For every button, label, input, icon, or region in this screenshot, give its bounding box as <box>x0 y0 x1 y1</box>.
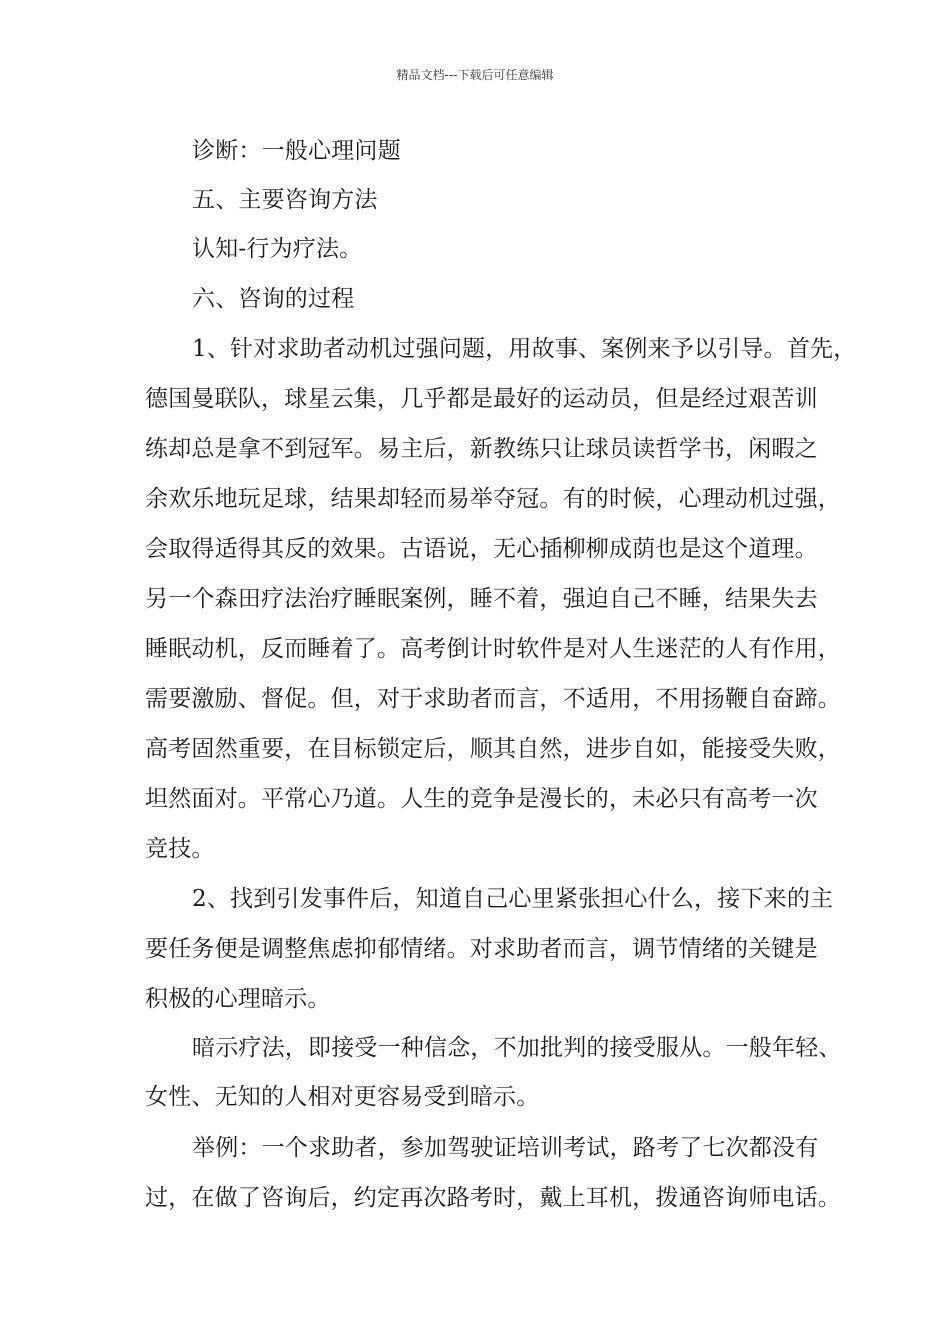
paragraph-1-line: 竞技。 <box>145 836 215 862</box>
paragraph-2-line: 2、找到引发事件后，知道自己心里紧张担心什么，接下来的主 <box>192 886 834 912</box>
paragraph-2-line: 要任务便是调整焦虑抑郁情绪。对求助者而言，调节情绪的关键是 <box>145 936 818 962</box>
paragraph-1-line: 练却总是拿不到冠军。易主后，新教练只让球员读哲学书，闲暇之 <box>145 436 818 462</box>
paragraph-4-line: 过，在做了咨询后，约定再次路考时，戴上耳机，拨通咨询师电话。 <box>145 1185 841 1211</box>
paragraph-3-line: 暗示疗法，即接受一种信念，不加批判的接受服从。一般年轻、 <box>192 1035 842 1061</box>
page-header: 精品文档---下载后可任意编辑 <box>396 68 554 82</box>
paragraph-1-line: 睡眠动机，反而睡着了。高考倒计时软件是对人生迷茫的人有作用， <box>145 636 841 662</box>
paragraph-1-line: 1、针对求助者动机过强问题，用故事、案例来予以引导。首先， <box>192 336 857 362</box>
paragraph-2-line: 积极的心理暗示。 <box>145 986 331 1012</box>
paragraph-1-line: 需要激励、督促。但，对于求助者而言，不适用，不用扬鞭自奋蹄。 <box>145 686 841 712</box>
paragraph-1-line: 高考固然重要，在目标锁定后，顺其自然，进步自如，能接受失败， <box>145 736 841 762</box>
paragraph-1-line: 德国曼联队，球星云集，几乎都是最好的运动员，但是经过艰苦训 <box>145 386 818 412</box>
paragraph-1-line: 余欢乐地玩足球，结果却轻而易举夺冠。有的时候，心理动机过强， <box>145 486 841 512</box>
section-heading-6: 六、咨询的过程 <box>192 286 355 312</box>
paragraph-4-line: 举例：一个求助者，参加驾驶证培训考试，路考了七次都没有 <box>192 1135 819 1161</box>
paragraph-3-line: 女性、无知的人相对更容易受到暗示。 <box>145 1084 540 1110</box>
diagnosis-line: 诊断：一般心理问题 <box>192 138 401 164</box>
section-heading-5: 五、主要咨询方法 <box>192 187 378 213</box>
paragraph-1-line: 另一个森田疗法治疗睡眠案例，睡不着，强迫自己不睡，结果失去 <box>145 586 818 612</box>
paragraph-1-line: 会取得适得其反的效果。古语说，无心插柳柳成荫也是这个道理。 <box>145 536 818 562</box>
method-line: 认知-行为疗法。 <box>192 236 363 262</box>
paragraph-1-line: 坦然面对。平常心乃道。人生的竞争是漫长的，未必只有高考一次 <box>145 786 818 812</box>
